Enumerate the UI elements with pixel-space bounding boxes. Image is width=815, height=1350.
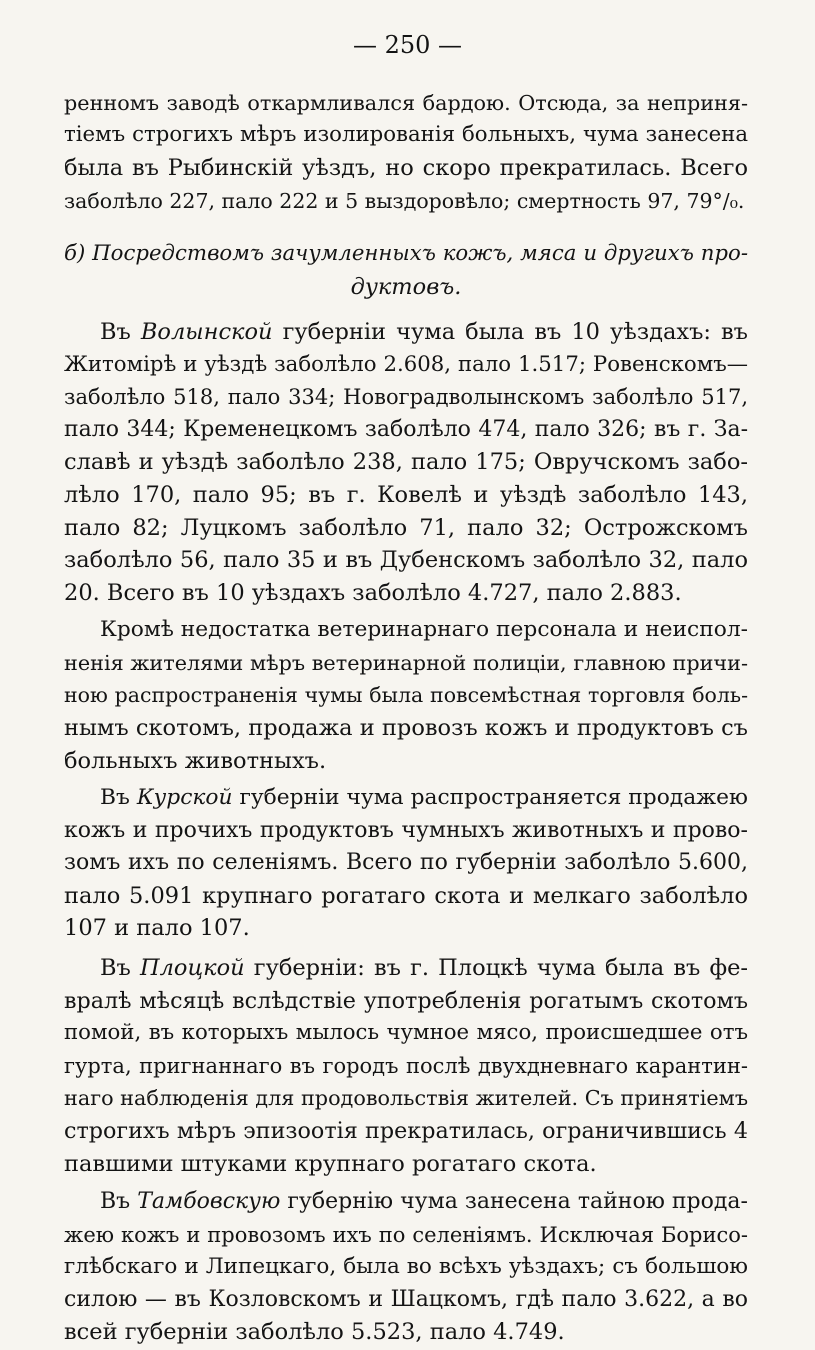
text-line: кожъ и прочихъ продуктовъ чумныхъ животныхъ и прово-	[64, 817, 748, 843]
paragraph-first-line	[100, 316, 748, 348]
text-line: строгихъ мѣръ эпизоотія прекратилась, ограничившись 4	[64, 1117, 748, 1144]
text-line: 20. Всего въ 10 уѣздахъ заболѣло 4.727, пало 2.883.	[64, 579, 682, 606]
text-line: жею кожъ и провозомъ ихъ по селеніямъ. Исключая Борисо-	[64, 1222, 748, 1247]
text-line: тіемъ строгихъ мѣръ изолированія больныхъ, чума занесена	[64, 122, 748, 148]
text-line: Житомірѣ и уѣздѣ заболѣло 2.608, пало 1.517; Ровенскомъ—	[64, 351, 748, 377]
text-line: пало 82; Луцкомъ заболѣло 71, пало 32; Острожскомъ	[64, 514, 748, 541]
paragraph-first-line	[100, 782, 748, 814]
text-line: пало 5.091 крупнаго рогатаго скота и мелкаго заболѣло	[64, 882, 748, 909]
text-line: заболѣло 227, пало 222 и 5 выздоровѣло; смертность 97, 79°/₀.	[64, 188, 745, 213]
section-heading-continued: дуктовъ.	[350, 273, 462, 300]
text-line: лѣло 170, пало 95; въ г. Ковелѣ и уѣздѣ заболѣло 143,	[64, 481, 748, 508]
text-line: нымъ скотомъ, продажа и провозъ кожъ и продуктовъ съ	[64, 715, 748, 742]
text-line: заболѣло 56, пало 35 и въ Дубенскомъ заболѣло 32, пало	[64, 547, 748, 574]
text-line: всей губерніи заболѣло 5.523, пало 4.749.	[64, 1319, 565, 1346]
province-name: Волынской	[140, 319, 273, 345]
text-line: славѣ и уѣздѣ заболѣло 238, пало 175; Овручскомъ забо-	[64, 449, 748, 476]
text-line: помой, въ которыхъ мылось чумное мясо, происшедшее отъ	[64, 1020, 748, 1046]
text-run: Въ	[100, 954, 140, 981]
text-line: гурта, пригнаннаго въ городъ послѣ двухдневнаго карантин-	[64, 1053, 748, 1078]
page-number: — 250 —	[352, 31, 463, 59]
text-line: наго наблюденія для продовольствія жителей. Съ принятіемъ	[64, 1086, 749, 1111]
text-run: губерніи чума была въ 10 уѣздахъ: въ	[272, 319, 748, 345]
province-name: Курской	[136, 785, 233, 811]
text-line: ненія жителями мѣръ ветеринарной полиціи, главною причи-	[64, 650, 748, 675]
text-line: глѣбскаго и Липецкаго, была во всѣхъ уѣздахъ; съ большою	[64, 1254, 748, 1280]
section-heading: б) Посредствомъ зачумленныхъ кожъ, мяса и другихъ про-	[64, 240, 748, 266]
text-line: павшими штуками крупнаго рогатаго скота.	[64, 1150, 597, 1177]
paragraph-first-line	[100, 1186, 748, 1218]
text-run: губернію чума занесена тайною прода-	[280, 1189, 748, 1215]
province-name: Тамбовскую	[137, 1189, 281, 1215]
text-line: зомъ ихъ по селеніямъ. Всего по губерніи заболѣло 5.600,	[64, 850, 748, 876]
text-run: губерніи чума распространяется продажею	[232, 785, 748, 811]
text-line: была въ Рыбинскій уѣздъ, но скоро прекратилась. Всего	[64, 155, 748, 182]
text-line: вралѣ мѣсяцѣ вслѣдствіе употребленія рогатымъ скотомъ	[64, 987, 748, 1014]
text-line: больныхъ животныхъ.	[64, 747, 327, 774]
text-line: Кромѣ недостатка ветеринарнаго персонала и неиспол-	[100, 617, 748, 643]
text-run: Въ	[100, 1189, 138, 1215]
text-run: Въ	[100, 785, 137, 811]
text-line: ною распространенія чумы была повсемѣстная торговля боль-	[64, 683, 748, 708]
text-line: заболѣло 518, пало 334; Новоградволынскомъ заболѣло 517,	[64, 385, 748, 410]
paragraph-first-line	[100, 952, 748, 984]
text-run: губерніи: въ г. Плоцкѣ чума была въ фе-	[244, 954, 748, 981]
text-line: ренномъ заводѣ откармливался бардою. Отсюда, за неприня-	[64, 90, 748, 115]
text-line: 107 и пало 107.	[64, 915, 250, 942]
text-line: пало 344; Кременецкомъ заболѣло 474, пало 326; въ г. За-	[64, 416, 748, 442]
text-line: силою — въ Козловскомъ и Шацкомъ, гдѣ пало 3.622, а во	[64, 1286, 748, 1312]
province-name: Плоцкой	[139, 954, 245, 981]
text-run: Въ	[100, 319, 141, 345]
